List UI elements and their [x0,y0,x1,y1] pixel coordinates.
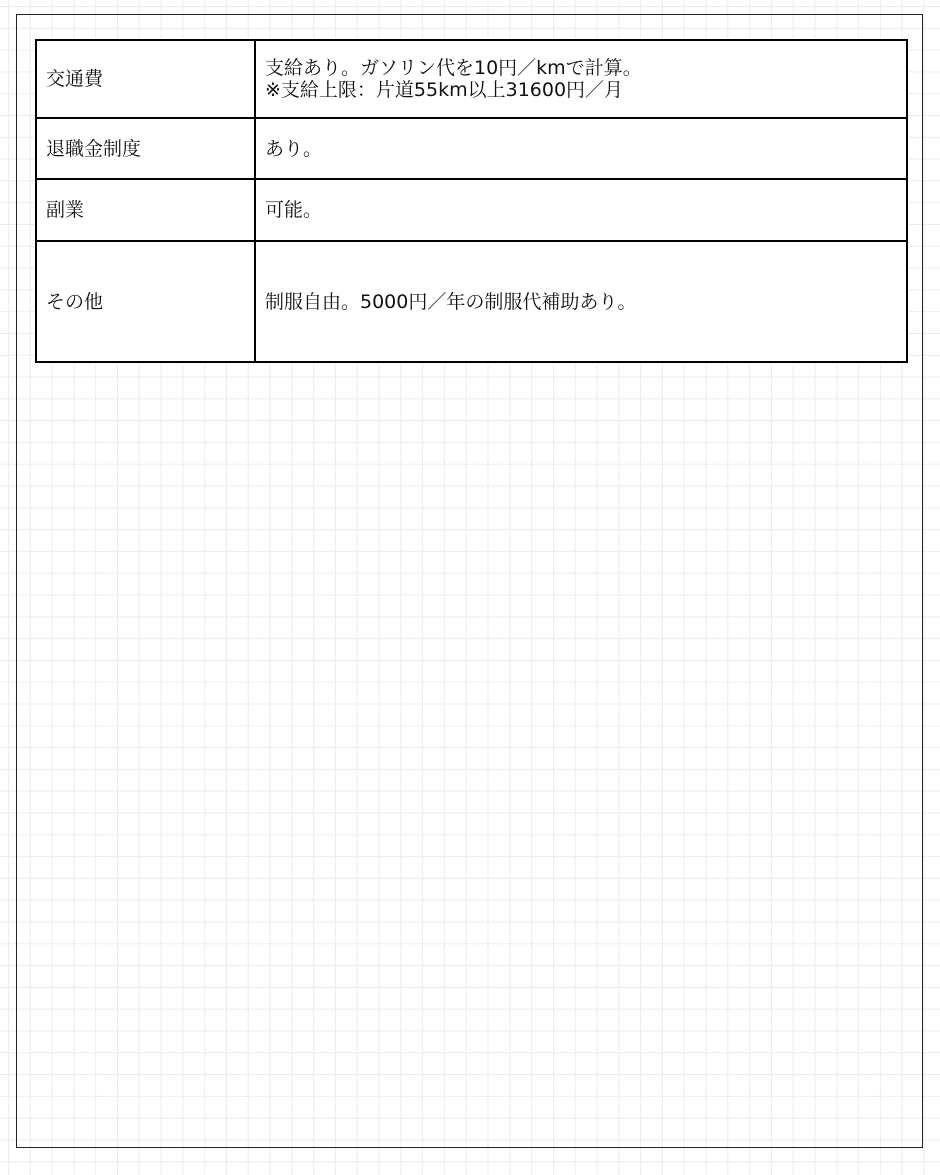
row-label-cell [36,118,255,179]
row-value-line: 制服自由。5000円／年の制服代補助あり。 [265,290,637,313]
row-value-cell [255,40,907,118]
row-value-cell [255,118,907,179]
row-label: 交通費 [46,68,104,90]
row-value-cell [255,241,907,362]
row-value-line: 可能。 [265,199,323,221]
document-sheet [16,14,923,1148]
row-label-cell [36,241,255,362]
row-label: 副業 [46,199,85,221]
row-value-line: ※支給上限：片道55km以上31600円／月 [265,79,624,101]
table-row-transportation [36,40,907,118]
row-label: 退職金制度 [46,137,142,160]
row-label-cell [36,40,255,118]
row-value-line: 支給あり。ガソリン代を10円／kmで計算。 [265,57,642,79]
row-value-line: あり。 [265,137,323,160]
benefits-table [35,39,908,363]
row-value-cell [255,179,907,241]
row-label: その他 [46,290,104,313]
table-row-other [36,241,907,362]
row-label-cell [36,179,255,241]
table-row-retirement [36,118,907,179]
table-row-side-job [36,179,907,241]
